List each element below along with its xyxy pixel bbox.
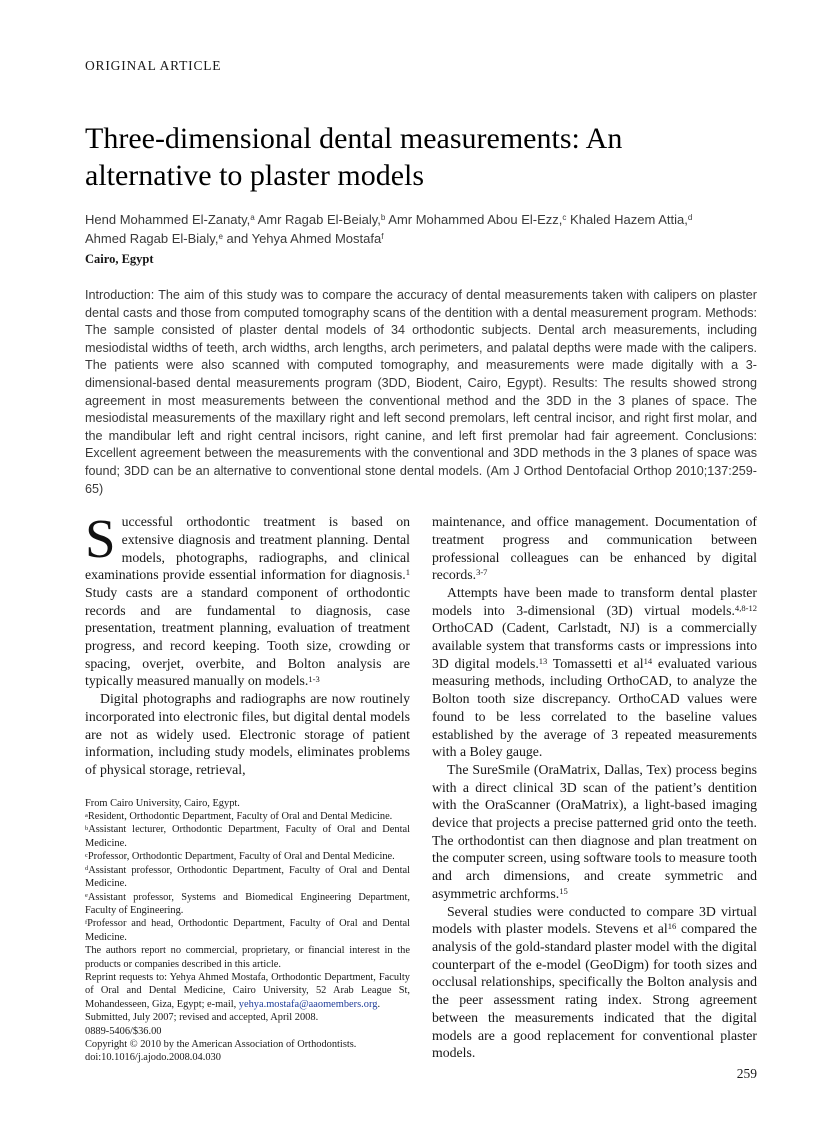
footnote-author-e: $^e$Assistant professor, Systems and Biomedical Engineering Department, Faculty of Engineering. — [85, 891, 410, 916]
body-paragraph: Digital photographs and radiographs are now routinely incorporated into electronic files, but digital dental models are not as widely used. Electronic storage of patient information, including study models, eliminates problems of physical storage, retrieval, — [85, 691, 410, 777]
body-paragraph-continuation: maintenance, and office management. Documentation of treatment progress and communication between professional colleagues can be enhanced by digital records.$^{3-7}$ — [432, 514, 757, 583]
body-columns — [85, 508, 758, 1065]
footnote-author-d: $^d$Assistant professor, Orthodontic Department, Faculty of Oral and Dental Medicine. — [85, 864, 410, 890]
footnote-author-f: $^f$Professor and head, Orthodontic Department, Faculty of Oral and Dental Medicine. — [85, 918, 410, 943]
paragraph-text: uccessful orthodontic treatment is based on extensive diagnosis and treatment planning. Dental models, photographs, radiographs, and clinical examinations provide essential information for diagnosis.$^1$ Study casts are a standard component of orthodontic records and are fundamental to diagnosis, case presentation, treatment planning, evaluation of treatment progress, and record keeping. Tooth size, crowding or spacing, overjet, overbite, and Bolton analysis are typically measured manually on models.$^{1-3}$ — [85, 514, 410, 689]
dropcap-letter: S — [85, 508, 116, 570]
footnote-doi: doi:10.1016/j.ajodo.2008.04.030 — [85, 1052, 221, 1064]
footnote-author-c: $^c$Professor, Orthodontic Department, Faculty of Oral and Dental Medicine. — [85, 851, 395, 863]
footnote-reprint-requests: Reprint requests to: Yehya Ahmed Mostafa, Orthodontic Department, Faculty of Oral and Dental Medicine, Cairo University, 52 Arab League St, Mohandesseen, Giza, Egypt; e-mail, yehya.mostafa@aaomembers.org. — [85, 971, 410, 1010]
footnote-author-b: $^b$Assistant lecturer, Orthodontic Department, Faculty of Oral and Dental Medicine. — [85, 824, 410, 849]
left-column — [85, 508, 410, 1065]
page-number: 259 — [736, 1066, 757, 1081]
footnote-disclosure: The authors report no commercial, proprietary, or financial interest in the products or companies described in this article. — [85, 945, 410, 970]
affiliation-city: Cairo, Egypt — [85, 252, 154, 266]
body-paragraph-intro — [85, 508, 410, 690]
footnote-affiliation: From Cairo University, Cairo, Egypt. — [85, 797, 240, 809]
footnote-author-a: $^a$Resident, Orthodontic Department, Faculty of Oral and Dental Medicine. — [85, 811, 393, 823]
author-list: Hend Mohammed El-Zanaty,$^a$ Amr Ragab El-Beialy,$^b$ Amr Mohammed Abou El-Ezz,$^c$ Khaled Hazem Attia,$^d$ Ahmed Ragab El-Bialy,$^e$ and Yehya Ahmed Mostafa$^f$ — [85, 212, 693, 246]
body-paragraph: Attempts have been made to transform dental plaster models into 3-dimensional (3D) virtual models.$^{4,8-12}$ OrthoCAD (Cadent, Carlstadt, NJ) is a commercially available system that transforms casts or impressions into 3D digital models.$^{13}$ Tomassetti et $al^{14}$ evaluated various measuring methods, including OrthoCAD, to analyze the Bolton tooth size discrepancy. OrthoCAD values were found to be less correlated to the baseline values established by the average of 3 repeated measurements with a Boley gauge. — [432, 584, 758, 760]
footnote-issn-price: 0889-5406/$36.00 — [85, 1025, 162, 1037]
footnote-copyright: Copyright © 2010 by the American Association of Orthodontists. — [85, 1038, 357, 1050]
article-title: Three-dimensional dental measurements: An alternative to plaster models — [85, 122, 623, 192]
body-paragraph: Several studies were conducted to compare 3D virtual models with plaster models. Stevens et $al^{16}$ compared the analysis of the gold-standard plaster model with the digital counterpart of the e-model (GeoDigm) for tooth sizes and occlusal relationships, specifically the Bolton analysis and the peer assessment rating index. Strong agreement between the measurements indicated that the digital models are a good replacement for conventional plaster models. — [432, 903, 757, 1061]
email-link[interactable]: yehya.mostafa@aaomembers.org — [238, 998, 378, 1010]
footnote-submission-dates: Submitted, July 2007; revised and accepted, April 2008. — [85, 1012, 319, 1024]
body-paragraph: The SureSmile (OraMatrix, Dallas, Tex) process begins with a direct clinical 3D scan of the patient’s dentition with the OraScanner (OraMatrix), a light-based imaging device that projects a precise patterned grid onto the teeth. The orthodontist can then diagnose and plan treatment on the computer screen, using software tools to measure tooth and arch dimensions, and create symmetric and asymmetric archforms.$^{15}$ — [432, 761, 757, 901]
article-type-label: ORIGINAL ARTICLE — [85, 58, 222, 73]
abstract-text: Introduction: The aim of this study was to compare the accuracy of dental measurements taken with calipers on plaster dental casts and those from computed tomography scans of the dentition with a dental measurement program. Methods: The sample consisted of plaster dental models of 34 orthodontic subjects. Dental arch measurements, including mesiodistal widths of teeth, arch widths, arch lengths, arch perimeters, and palatal depths were made with the calipers. The patients were also scanned with computed tomography, and measurements were made digitally with a 3-dimensional-based dental measurements program (3DD, Biodent, Cairo, Egypt). Results: The results showed strong agreement in most measurements between the conventional method and the 3DD in the 3 planes of space. The mesiodistal measurements of the maxillary right and left second premolars, left central incisor, and right first molar, and the mandibular left and right central incisors, right canine, and left first premolar had fair agreement. Conclusions: Excellent agreement between the measurements with the conventional and 3DD methods in the 3 planes of space was found; 3DD can be an alternative to conventional stone dental models. (Am J Orthod Dentofacial Orthop 2010;137:259-65) — [85, 288, 757, 496]
right-column — [432, 513, 757, 1065]
footnotes-block — [85, 779, 410, 1065]
